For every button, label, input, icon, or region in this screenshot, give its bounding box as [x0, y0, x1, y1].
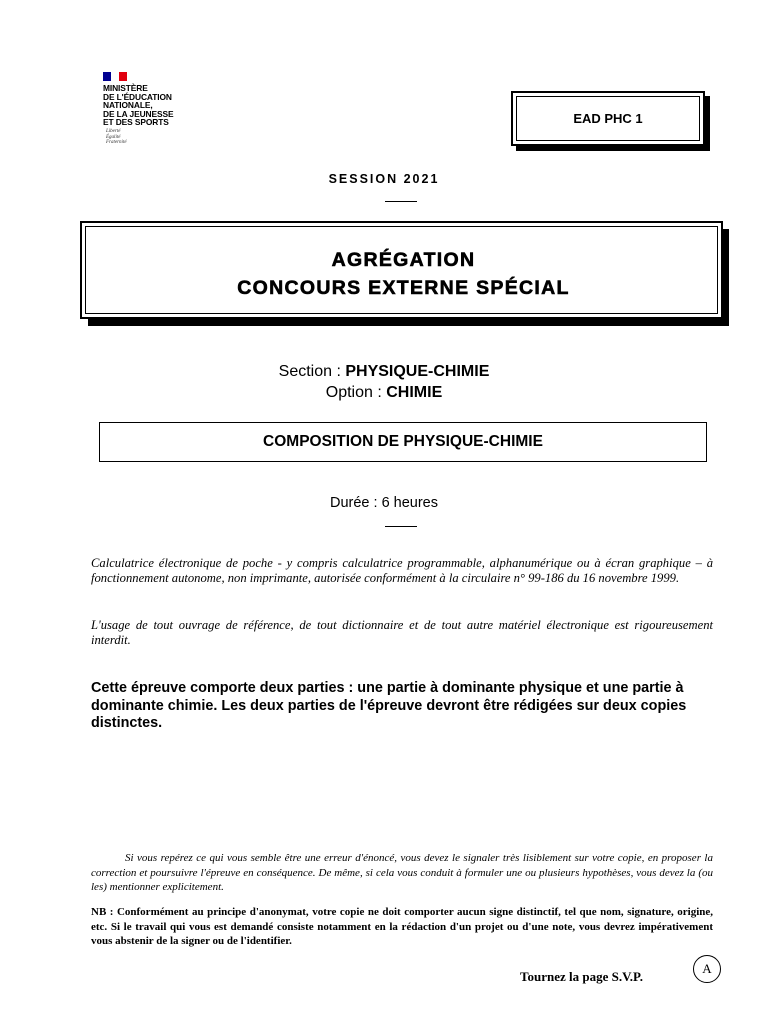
- section-value: PHYSIQUE-CHIMIE: [345, 363, 490, 380]
- composition-title: COMPOSITION DE PHYSIQUE-CHIMIE: [263, 433, 543, 450]
- title-box: [80, 221, 723, 319]
- option-value: CHIMIE: [386, 384, 443, 401]
- title-agregation: AGRÉGATION: [331, 249, 476, 271]
- separator-line: [385, 526, 417, 527]
- option-line: Option : CHIMIE: [325, 384, 443, 401]
- ministry-logo: [97, 68, 189, 154]
- turn-page-label: Tournez la page S.V.P.: [520, 969, 644, 984]
- reference-prohibition: L'usage de tout ouvrage de référence, de tout dictionnaire et de tout autre matériel électronique est rigoureusement interdit.: [91, 618, 713, 647]
- title-concours: CONCOURS EXTERNE SPÉCIAL: [237, 277, 570, 299]
- page-letter-badge: A: [693, 955, 721, 983]
- parts-instructions: Cette épreuve comporte deux parties : une partie à dominante physique et une partie à dominante chimie. Les deux parties de l'épreuve devront être rédigées sur deux copies distinctes.: [91, 680, 687, 731]
- exam-code-box: [511, 91, 705, 146]
- duration: Durée : 6 heures: [329, 495, 438, 511]
- french-flag-icon: [103, 72, 127, 81]
- republic-motto: Liberté Égalité Fraternité: [106, 129, 127, 146]
- session-label: SESSION 2021: [328, 172, 440, 186]
- error-instructions: Si vous repérez ce qui vous semble être une erreur d'énoncé, vous devez le signaler très lisiblement sur votre copie, en proposer la correction et poursuivre l'épreuve en conséquence. De même, si cela vous conduit à formuler une ou plusieurs hypothèses, vous devez la (ou les) mentionner explicitement.: [91, 852, 713, 893]
- section-line: Section : PHYSIQUE-CHIMIE: [278, 363, 490, 380]
- calculator-instructions: Calculatrice électronique de poche - y compris calculatrice programmable, alphanumérique ou à écran graphique – à fonctionnement autonome, non imprimante, autorisée conformément à la circulaire n° 99-186 du 16 novembre 1999.: [91, 556, 713, 585]
- anonymity-note: NB : Conformément au principe d'anonymat, votre copie ne doit comporter aucun signe distinctif, tel que nom, signature, origine, etc. Si le travail qui vous est demandé consiste notamment en la rédaction d'un projet ou d'une note, vous devrez impérativement vous abstenir de la signer ou de l'identifier.: [91, 906, 713, 947]
- exam-code: EAD PHC 1: [573, 111, 643, 126]
- ministry-name: MINISTÈRE DE L'ÉDUCATION NATIONALE, DE LA JEUNESSE ET DES SPORTS: [103, 83, 174, 128]
- separator-line: [385, 201, 417, 202]
- composition-box: [99, 422, 707, 462]
